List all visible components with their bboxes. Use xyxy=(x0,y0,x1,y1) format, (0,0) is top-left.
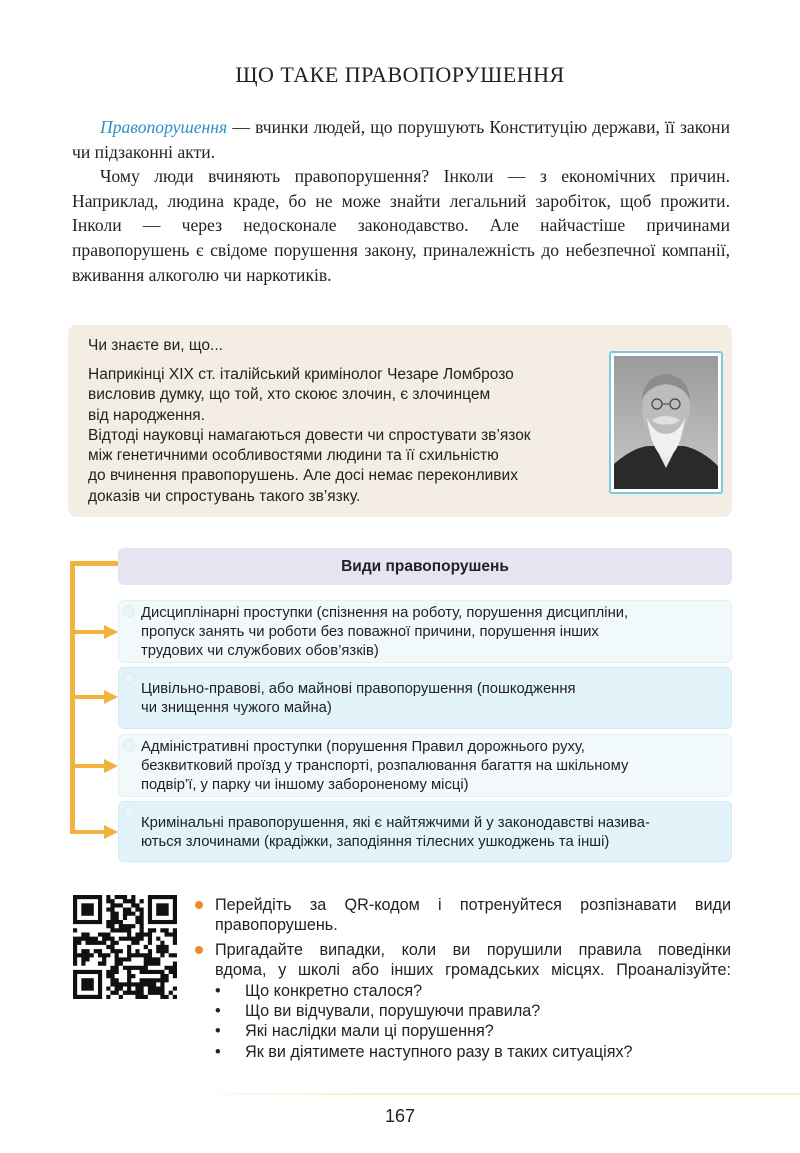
type-item-line: трудових чи службових обов’язків) xyxy=(141,642,379,659)
did-you-know-line: доказів чи спростувань такого зв’язку. xyxy=(88,487,361,505)
definition-text: — вчинки людей, що порушують Конституцію держави, її закони чи підзаконні акти. xyxy=(72,117,730,162)
definition-paragraph xyxy=(72,115,730,164)
page-number: 167 xyxy=(384,1106,416,1126)
bullet-icon: • xyxy=(215,981,221,1000)
question-text: Які наслідки мали ці порушення? xyxy=(245,1022,494,1041)
arrow-icon xyxy=(70,690,118,704)
type-item-criminal xyxy=(118,801,732,862)
did-you-know-line: Відтоді науковці намагаються довести чи спростувати зв’язок xyxy=(88,426,531,444)
did-you-know-line: Наприкінці ХІХ ст. італійський кримінолог Чезаре Ломброзо xyxy=(88,366,514,383)
task-line: Перейдіть за QR-кодом і потренуйтеся розпізнавати види xyxy=(215,896,731,914)
circle-icon xyxy=(123,806,135,818)
did-you-know-line: висловив думку, що той, хто скоює злочин, є злочинцем xyxy=(88,386,491,404)
type-item-line: пропуск занять чи роботи без поважної причини, порушення інших xyxy=(141,623,599,640)
circle-icon xyxy=(123,672,135,684)
task-list xyxy=(195,895,731,1062)
task-item xyxy=(195,895,731,936)
lombroso-portrait xyxy=(609,351,723,494)
type-item-line: Кримінальні правопорушення, які є найтяжчими й у законодавстві назива- xyxy=(141,815,650,831)
question-item xyxy=(195,1001,731,1021)
page-title: ЩО ТАКЕ ПРАВОПОРУШЕННЯ xyxy=(235,62,565,87)
circle-icon xyxy=(123,605,135,617)
qr-code-icon xyxy=(73,895,177,999)
question-item xyxy=(195,1021,731,1041)
did-you-know-line: між генетичними особливостями людини та її схильністю xyxy=(88,447,499,465)
types-bracket-top xyxy=(70,561,118,566)
arrow-icon xyxy=(70,759,118,773)
question-text: Що конкретно сталося? xyxy=(245,981,423,1000)
task-item xyxy=(195,940,731,981)
question-item xyxy=(195,1042,731,1062)
circle-icon xyxy=(123,739,135,751)
did-you-know-box xyxy=(68,325,732,517)
type-item-administrative xyxy=(118,734,732,797)
did-you-know-line: від народження. xyxy=(88,406,205,424)
footer-divider xyxy=(180,1093,800,1095)
did-you-know-line: до вчинення правопорушень. Але досі немає переконливих xyxy=(88,467,518,485)
type-item-disciplinary xyxy=(118,600,732,663)
bullet-icon: • xyxy=(215,1022,221,1041)
term-highlight: Правопорушення xyxy=(100,117,228,137)
question-text: Як ви діятимете наступного разу в таких ситуаціях? xyxy=(245,1042,633,1061)
did-you-know-heading: Чи знаєте ви, що... xyxy=(88,337,223,354)
type-item-line: ються злочинами (крадіжки, заподіяння тілесних ушкоджень та інші) xyxy=(141,833,610,850)
arrow-icon xyxy=(70,625,118,639)
task-line: правопорушень. xyxy=(215,916,338,935)
type-item-line: Дисциплінарні проступки (спізнення на роботу, порушення дисципліни, xyxy=(141,605,629,621)
type-item-civil xyxy=(118,667,732,729)
type-item-line: Адміністративні проступки (порушення Правил дорожнього руху, xyxy=(141,739,585,755)
bullet-icon: • xyxy=(215,1002,221,1021)
did-you-know-text xyxy=(88,365,608,507)
bullet-icon: • xyxy=(215,1042,221,1061)
task-line: вдома, у школі або інших громадських місцях. Проаналізуйте: xyxy=(215,961,731,980)
type-item-line: подвір’ї, у парку чи іншому забороненому місці) xyxy=(141,776,469,793)
task-line: Пригадайте випадки, коли ви порушили правила поведінки xyxy=(215,940,731,959)
question-text: Що ви відчували, порушуючи правила? xyxy=(245,1002,541,1021)
question-item xyxy=(195,981,731,1001)
arrow-icon xyxy=(70,825,118,839)
causes-paragraph: Чому люди вчиняють правопорушення? Інколи — з економічних причин. Наприклад, людина краде, бо не може знайти легальний заробіток, щоб прожити. Інколи — через недосконале законодавство. Але найчастіше причинами правопорушень є свідоме порушення закону, приналежність до небезпечної компанії, вживання алкоголю чи наркотиків. xyxy=(72,166,730,285)
type-item-line: чи знищення чужого майна) xyxy=(141,699,332,716)
portrait-image xyxy=(614,356,718,489)
intro-text xyxy=(72,115,730,287)
type-item-line: Цивільно-правові, або майнові правопорушення (пошкодження xyxy=(141,681,576,697)
bullet-icon xyxy=(195,901,203,909)
bullet-icon xyxy=(195,946,203,954)
types-header: Види правопорушень xyxy=(118,548,732,585)
qr-code[interactable] xyxy=(73,895,177,999)
type-item-line: безквитковий проїзд у транспорті, розпалювання багаття на шкільному xyxy=(141,757,629,774)
